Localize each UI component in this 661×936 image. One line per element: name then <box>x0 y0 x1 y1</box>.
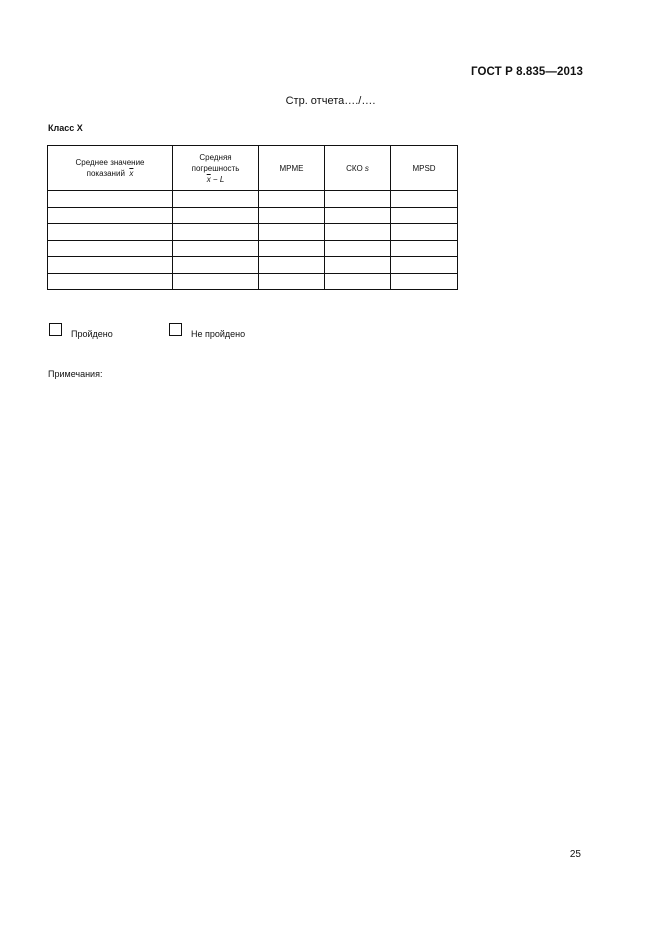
table-cell <box>48 207 173 224</box>
table-cell <box>259 273 325 290</box>
table-cell <box>48 240 173 257</box>
header-mean-line2: показаний <box>86 169 125 178</box>
passed-checkbox[interactable] <box>49 323 62 336</box>
passed-label: Пройдено <box>71 329 113 339</box>
table-cell <box>325 191 391 208</box>
table-cell <box>173 240 259 257</box>
table-cell <box>48 224 173 241</box>
table-cell <box>325 224 391 241</box>
table-cell <box>391 207 458 224</box>
failed-option[interactable] <box>169 323 246 339</box>
table-row <box>48 240 458 257</box>
header-mpme: MPME <box>259 146 325 191</box>
table-cell <box>325 257 391 274</box>
table-cell <box>259 224 325 241</box>
failed-label: Не пройдено <box>191 329 246 339</box>
header-error-line1: Средняя <box>199 152 232 162</box>
table-cell <box>48 191 173 208</box>
table-cell <box>259 257 325 274</box>
header-error-rest: − L <box>210 174 225 184</box>
table-cell <box>173 224 259 241</box>
table-cell <box>325 207 391 224</box>
failed-checkbox[interactable] <box>169 323 182 336</box>
standard-code: ГОСТ Р 8.835—2013 <box>471 66 583 78</box>
table-cell <box>391 273 458 290</box>
table-cell <box>259 240 325 257</box>
table-cell <box>173 191 259 208</box>
table-cell <box>325 240 391 257</box>
header-sko <box>325 146 391 191</box>
passed-option[interactable] <box>49 323 113 339</box>
class-label: Класс X <box>48 123 83 133</box>
header-sko-symbol: s <box>364 163 369 173</box>
table-cell <box>391 224 458 241</box>
table-cell <box>325 273 391 290</box>
table-cell <box>259 207 325 224</box>
table-row <box>48 207 458 224</box>
table-cell <box>48 273 173 290</box>
notes-label: Примечания: <box>48 369 103 379</box>
header-mean-line1: Среднее значение <box>75 158 145 167</box>
header-error-line2: погрешность <box>191 163 240 173</box>
table-row <box>48 191 458 208</box>
table-cell <box>173 257 259 274</box>
header-mean-error <box>173 146 259 191</box>
header-mean-symbol: $\overline{x}$ <box>129 169 134 178</box>
table-row <box>48 273 458 290</box>
table-cell <box>391 191 458 208</box>
table-cell <box>173 207 259 224</box>
table-cell <box>173 273 259 290</box>
results-table <box>47 145 458 290</box>
header-sko-text: СКО <box>346 163 365 173</box>
table-cell <box>391 240 458 257</box>
page-number: 25 <box>569 849 581 860</box>
table-row <box>48 257 458 274</box>
header-mean-value <box>48 146 173 191</box>
report-page-label: Стр. отчета…./…. <box>285 95 376 107</box>
table-header-row <box>48 146 458 191</box>
header-error-symbol: $\overline{x}$ <box>206 174 211 184</box>
header-mpsd: MPSD <box>391 146 458 191</box>
table-cell <box>259 191 325 208</box>
table-row <box>48 224 458 241</box>
table-cell <box>48 257 173 274</box>
table-cell <box>391 257 458 274</box>
